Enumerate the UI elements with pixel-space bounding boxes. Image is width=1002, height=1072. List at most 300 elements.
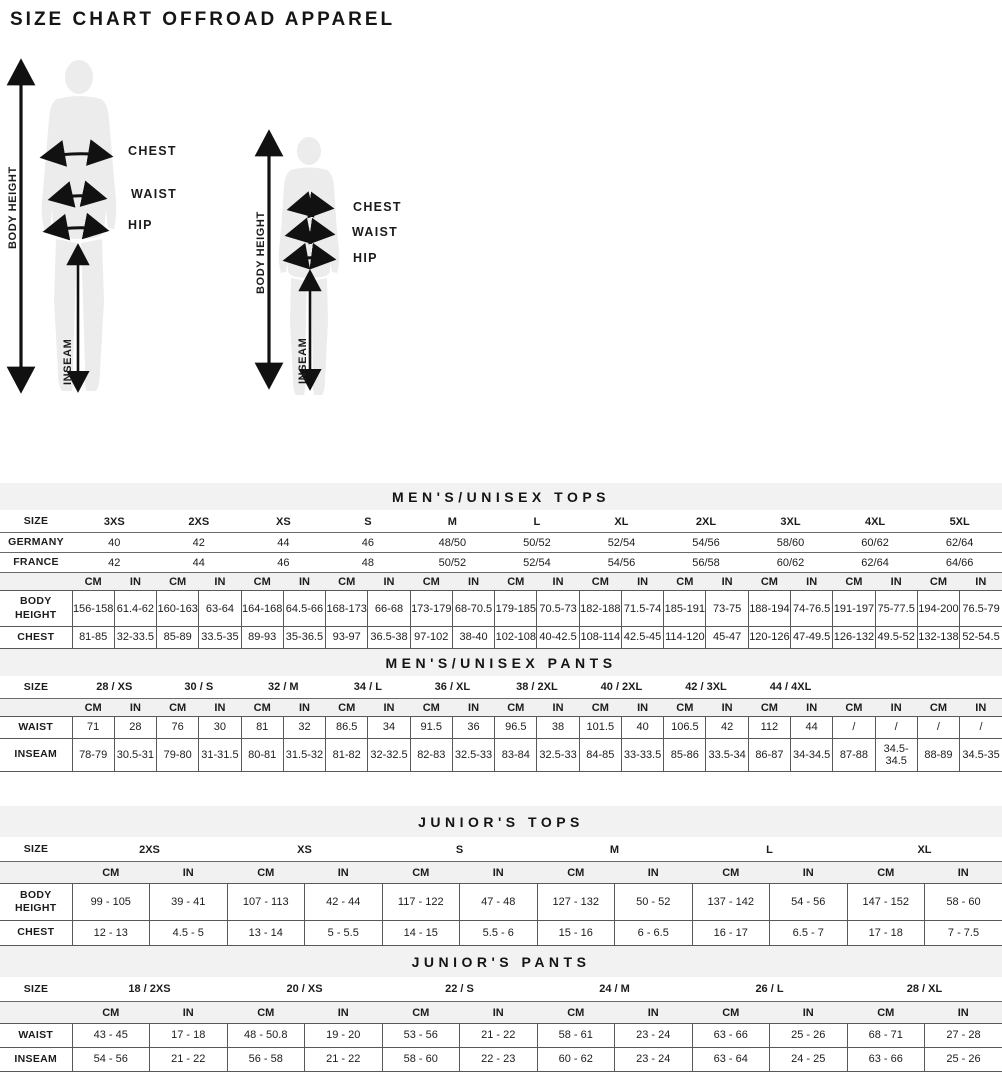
table-cell: 21 - 22 — [150, 1047, 228, 1071]
table-cell: 60/62 — [833, 533, 918, 553]
row-label-cell: GERMANY — [0, 533, 72, 553]
adult-chest-label: CHEST — [128, 144, 177, 158]
table-cell: 38-40 — [452, 626, 494, 648]
table-cell: M — [410, 510, 495, 533]
table-cell: 62/64 — [917, 533, 1002, 553]
table-cell: 24 - 25 — [770, 1047, 848, 1071]
table-cell: CM — [917, 698, 959, 716]
table-cell: CM — [748, 698, 790, 716]
table-cell: 32 / M — [241, 676, 326, 699]
table-cell: IN — [791, 573, 833, 591]
table-cell — [833, 676, 918, 699]
table-cell: 71 — [72, 716, 114, 738]
table-cell: 44 — [241, 533, 326, 553]
table-cell: 42 — [706, 716, 748, 738]
table-cell: 4XL — [833, 510, 918, 533]
table-cell: 63-64 — [199, 591, 241, 626]
table-cell: 36 / XL — [410, 676, 495, 699]
table-cell: 32-32.5 — [368, 739, 410, 772]
table-cell: 5XL — [917, 510, 1002, 533]
table-cell: 31.5-32 — [283, 739, 325, 772]
table-cell: 61.4-62 — [114, 591, 156, 626]
table-cell: IN — [283, 698, 325, 716]
table-cell: 42 - 44 — [305, 884, 383, 921]
table-cell: 36.5-38 — [368, 626, 410, 648]
table-cell: CM — [72, 1001, 150, 1023]
table-cell — [917, 676, 1002, 699]
table-cell: 76.5-79 — [960, 591, 1002, 626]
table-cell: CM — [241, 573, 283, 591]
table-cell: IN — [114, 698, 156, 716]
table-cell: 127 - 132 — [537, 884, 615, 921]
table-cell: 34.5-35 — [960, 739, 1002, 772]
table-cell: 108-114 — [579, 626, 621, 648]
table-cell: 2XS — [157, 510, 242, 533]
unit-row — [0, 1001, 1002, 1023]
table-cell: 63 - 66 — [692, 1023, 770, 1047]
table-cell: IN — [460, 1001, 538, 1023]
table-cell: 78-79 — [72, 739, 114, 772]
table-cell: 71.5-74 — [621, 591, 663, 626]
table-cell: 182-188 — [579, 591, 621, 626]
table-cell: 39 - 41 — [150, 884, 228, 921]
table-cell: 97-102 — [410, 626, 452, 648]
adult-body-height-label: BODY HEIGHT — [7, 166, 19, 249]
table-cell: 60 - 62 — [537, 1047, 615, 1071]
table-cell: 47 - 48 — [460, 884, 538, 921]
row-label-cell: WAIST — [0, 716, 72, 738]
row-label-cell: FRANCE — [0, 553, 72, 573]
table-cell: 89-93 — [241, 626, 283, 648]
table-cell: 50/52 — [410, 553, 495, 573]
table-cell: 137 - 142 — [692, 884, 770, 921]
table-cell: 26 / L — [692, 977, 847, 1002]
data-row — [0, 1047, 1002, 1071]
table-cell: 16 - 17 — [692, 921, 770, 945]
size-row — [0, 676, 1002, 699]
table-cell: 7 - 7.5 — [925, 921, 1002, 945]
table-title-juniors-tops: JUNIOR'S TOPS — [0, 806, 1002, 837]
juniors-tops-table — [0, 837, 1002, 946]
table-cell: 191-197 — [833, 591, 875, 626]
table-cell: 18 / 2XS — [72, 977, 227, 1002]
table-cell: CM — [664, 698, 706, 716]
table-cell: 81 — [241, 716, 283, 738]
table-cell: 27 - 28 — [925, 1023, 1002, 1047]
table-cell: 88-89 — [917, 739, 959, 772]
table-cell: S — [382, 837, 537, 862]
row-label-cell: SIZE — [0, 977, 72, 1002]
table-cell: IN — [615, 862, 693, 884]
table-cell: 13 - 14 — [227, 921, 305, 945]
table-cell: 93-97 — [326, 626, 368, 648]
table-cell: 52/54 — [495, 553, 580, 573]
table-cell: 80-81 — [241, 739, 283, 772]
row-label-cell: INSEAM — [0, 739, 72, 772]
table-cell: 32.5-33 — [537, 739, 579, 772]
table-cell: CM — [326, 573, 368, 591]
table-cell: 120-126 — [748, 626, 790, 648]
row-label-cell — [0, 862, 72, 884]
section-gap — [0, 772, 1002, 806]
table-cell: IN — [875, 573, 917, 591]
unit-row — [0, 573, 1002, 591]
table-cell: 64.5-66 — [283, 591, 325, 626]
table-cell: 58 - 61 — [537, 1023, 615, 1047]
table-cell: 42 — [157, 533, 242, 553]
size-row — [0, 977, 1002, 1002]
table-cell: 21 - 22 — [460, 1023, 538, 1047]
table-cell: 63 - 66 — [847, 1047, 925, 1071]
row-label-cell: BODY HEIGHT — [0, 884, 72, 921]
table-cell: CM — [382, 862, 460, 884]
adult-waist-label: WAIST — [131, 187, 177, 201]
table-title-mens-tops: MEN'S/UNISEX TOPS — [0, 483, 1002, 510]
meta-row — [0, 553, 1002, 573]
table-cell: IN — [706, 573, 748, 591]
junior-chest-label: CHEST — [353, 200, 402, 214]
table-cell: IN — [305, 862, 383, 884]
table-cell: 40 / 2XL — [579, 676, 664, 699]
table-cell: 68-70.5 — [452, 591, 494, 626]
table-cell: 52/54 — [579, 533, 664, 553]
table-cell: 156-158 — [72, 591, 114, 626]
unit-row — [0, 698, 1002, 716]
table-cell: 34 / L — [326, 676, 411, 699]
juniors-tops-section — [0, 806, 1002, 946]
table-cell: XL — [847, 837, 1002, 862]
table-cell: 83-84 — [495, 739, 537, 772]
data-row — [0, 921, 1002, 945]
table-cell: IN — [960, 698, 1002, 716]
page-title: SIZE CHART OFFROAD APPAREL — [0, 0, 1002, 31]
table-cell: 132-138 — [917, 626, 959, 648]
table-cell: 40-42.5 — [537, 626, 579, 648]
table-cell: 58/60 — [748, 533, 833, 553]
row-label-cell: BODY HEIGHT — [0, 591, 72, 626]
table-cell: 86.5 — [326, 716, 368, 738]
table-cell: CM — [833, 698, 875, 716]
size-row — [0, 510, 1002, 533]
table-cell: CM — [410, 573, 452, 591]
table-cell: 12 - 13 — [72, 921, 150, 945]
table-cell: / — [875, 716, 917, 738]
junior-body-height-label: BODY HEIGHT — [255, 211, 267, 294]
table-cell: 20 / XS — [227, 977, 382, 1002]
table-cell: 66-68 — [368, 591, 410, 626]
table-cell: 85-89 — [157, 626, 199, 648]
table-cell: 102-108 — [495, 626, 537, 648]
table-cell: 40 — [621, 716, 663, 738]
table-cell: 28 / XL — [847, 977, 1002, 1002]
table-cell: 147 - 152 — [847, 884, 925, 921]
table-cell: L — [495, 510, 580, 533]
row-label-cell: INSEAM — [0, 1047, 72, 1071]
table-cell: XS — [241, 510, 326, 533]
row-label-cell — [0, 1001, 72, 1023]
table-cell: 87-88 — [833, 739, 875, 772]
table-cell: 58 - 60 — [925, 884, 1002, 921]
table-cell: IN — [621, 573, 663, 591]
table-cell: IN — [452, 698, 494, 716]
table-cell: CM — [847, 1001, 925, 1023]
adult-hip-label: HIP — [128, 218, 153, 232]
table-cell: 173-179 — [410, 591, 452, 626]
table-cell: 82-83 — [410, 739, 452, 772]
table-cell: 76 — [157, 716, 199, 738]
table-cell: 185-191 — [664, 591, 706, 626]
table-title-juniors-pants: JUNIOR'S PANTS — [0, 946, 1002, 977]
table-cell: 75-77.5 — [875, 591, 917, 626]
measurement-diagram — [0, 31, 1002, 483]
table-cell: 22 - 23 — [460, 1047, 538, 1071]
table-cell: 17 - 18 — [847, 921, 925, 945]
table-cell: 74-76.5 — [791, 591, 833, 626]
table-cell: 5 - 5.5 — [305, 921, 383, 945]
row-label-cell: CHEST — [0, 626, 72, 648]
table-cell: 64/66 — [917, 553, 1002, 573]
table-cell: CM — [833, 573, 875, 591]
table-cell: IN — [305, 1001, 383, 1023]
table-cell: 179-185 — [495, 591, 537, 626]
adult-inseam-label: INSEAM — [62, 339, 74, 385]
table-cell: 79-80 — [157, 739, 199, 772]
table-cell: CM — [72, 573, 114, 591]
table-cell: CM — [157, 698, 199, 716]
table-cell: 5.5 - 6 — [460, 921, 538, 945]
table-cell: 34-34.5 — [791, 739, 833, 772]
table-cell: 107 - 113 — [227, 884, 305, 921]
table-cell: 30 — [199, 716, 241, 738]
table-cell: / — [917, 716, 959, 738]
row-label-cell — [0, 698, 72, 716]
table-cell: 48 — [326, 553, 411, 573]
table-cell: 42 — [72, 553, 157, 573]
table-cell: 43 - 45 — [72, 1023, 150, 1047]
table-cell: S — [326, 510, 411, 533]
table-cell: 25 - 26 — [770, 1023, 848, 1047]
table-cell: 40 — [72, 533, 157, 553]
table-cell: 42.5-45 — [621, 626, 663, 648]
table-cell: XL — [579, 510, 664, 533]
table-cell: 38 — [537, 716, 579, 738]
table-cell: IN — [460, 862, 538, 884]
row-label-cell: CHEST — [0, 921, 72, 945]
measurement-diagram-svg — [0, 31, 1002, 483]
table-cell: 44 / 4XL — [748, 676, 833, 699]
table-cell: IN — [150, 1001, 228, 1023]
table-cell: CM — [72, 862, 150, 884]
table-cell: 56/58 — [664, 553, 749, 573]
data-row — [0, 1023, 1002, 1047]
table-cell: IN — [621, 698, 663, 716]
table-cell: / — [960, 716, 1002, 738]
table-cell: 6 - 6.5 — [615, 921, 693, 945]
data-row — [0, 739, 1002, 772]
table-cell: 50 - 52 — [615, 884, 693, 921]
data-row — [0, 626, 1002, 648]
table-cell: 68 - 71 — [847, 1023, 925, 1047]
table-cell: 56 - 58 — [227, 1047, 305, 1071]
table-cell: 42 / 3XL — [664, 676, 749, 699]
table-cell: CM — [917, 573, 959, 591]
table-cell: 22 / S — [382, 977, 537, 1002]
table-cell: 99 - 105 — [72, 884, 150, 921]
table-cell: 91.5 — [410, 716, 452, 738]
table-cell: 32-33.5 — [114, 626, 156, 648]
table-cell: 58 - 60 — [382, 1047, 460, 1071]
table-cell: CM — [382, 1001, 460, 1023]
junior-inseam-label: INSEAM — [297, 338, 309, 384]
table-cell: 4.5 - 5 — [150, 921, 228, 945]
table-cell: 81-82 — [326, 739, 368, 772]
table-cell: 3XL — [748, 510, 833, 533]
table-cell: 54/56 — [579, 553, 664, 573]
data-row — [0, 716, 1002, 738]
table-cell: 49.5-52 — [875, 626, 917, 648]
table-cell: IN — [452, 573, 494, 591]
table-cell: IN — [368, 573, 410, 591]
size-row — [0, 837, 1002, 862]
table-cell: 30.5-31 — [114, 739, 156, 772]
table-cell: 46 — [326, 533, 411, 553]
table-cell: 28 — [114, 716, 156, 738]
table-cell: 33-33.5 — [621, 739, 663, 772]
table-cell: L — [692, 837, 847, 862]
table-cell: 54 - 56 — [770, 884, 848, 921]
table-cell: 86-87 — [748, 739, 790, 772]
table-cell: 2XS — [72, 837, 227, 862]
table-cell: 15 - 16 — [537, 921, 615, 945]
table-cell: 36 — [452, 716, 494, 738]
unit-row — [0, 862, 1002, 884]
table-cell: IN — [150, 862, 228, 884]
table-cell: CM — [241, 698, 283, 716]
table-cell: 52-54.5 — [960, 626, 1002, 648]
row-label-cell — [0, 573, 72, 591]
table-cell: 188-194 — [748, 591, 790, 626]
table-cell: 50/52 — [495, 533, 580, 553]
table-cell: CM — [579, 698, 621, 716]
mens-unisex-tops-section — [0, 483, 1002, 649]
table-cell: 33.5-35 — [199, 626, 241, 648]
table-cell: IN — [283, 573, 325, 591]
table-cell: CM — [537, 1001, 615, 1023]
table-cell: 81-85 — [72, 626, 114, 648]
row-label-cell: SIZE — [0, 676, 72, 699]
table-cell: 24 / M — [537, 977, 692, 1002]
table-cell: 46 — [241, 553, 326, 573]
table-cell: 48/50 — [410, 533, 495, 553]
table-cell: IN — [770, 1001, 848, 1023]
table-cell: 23 - 24 — [615, 1047, 693, 1071]
table-cell: IN — [770, 862, 848, 884]
table-cell: 19 - 20 — [305, 1023, 383, 1047]
table-cell: 31-31.5 — [199, 739, 241, 772]
table-cell: IN — [368, 698, 410, 716]
table-cell: IN — [960, 573, 1002, 591]
table-cell: CM — [692, 862, 770, 884]
row-label-cell: SIZE — [0, 837, 72, 862]
table-cell: 54 - 56 — [72, 1047, 150, 1071]
table-cell: 112 — [748, 716, 790, 738]
table-cell: CM — [579, 573, 621, 591]
table-cell: 101.5 — [579, 716, 621, 738]
table-cell: 21 - 22 — [305, 1047, 383, 1071]
table-cell: 2XL — [664, 510, 749, 533]
table-cell: 28 / XS — [72, 676, 157, 699]
table-cell: 54/56 — [664, 533, 749, 553]
table-cell: 194-200 — [917, 591, 959, 626]
table-cell: 117 - 122 — [382, 884, 460, 921]
table-cell: IN — [791, 698, 833, 716]
table-cell: 32.5-33 — [452, 739, 494, 772]
table-cell: CM — [495, 698, 537, 716]
table-cell: 33.5-34 — [706, 739, 748, 772]
table-cell: IN — [925, 862, 1002, 884]
table-cell: 38 / 2XL — [495, 676, 580, 699]
row-label-cell: SIZE — [0, 510, 72, 533]
table-cell: 3XS — [72, 510, 157, 533]
table-cell: 17 - 18 — [150, 1023, 228, 1047]
table-title-mens-pants: MEN'S/UNISEX PANTS — [0, 649, 1002, 676]
mens-unisex-pants-table — [0, 676, 1002, 772]
table-cell: 60/62 — [748, 553, 833, 573]
table-cell: CM — [692, 1001, 770, 1023]
table-cell: 53 - 56 — [382, 1023, 460, 1047]
table-cell: CM — [157, 573, 199, 591]
table-cell: 126-132 — [833, 626, 875, 648]
table-cell: 34 — [368, 716, 410, 738]
table-cell: IN — [925, 1001, 1002, 1023]
table-cell: 35-36.5 — [283, 626, 325, 648]
junior-hip-label: HIP — [353, 251, 378, 265]
juniors-pants-table — [0, 977, 1002, 1072]
table-cell: CM — [537, 862, 615, 884]
table-cell: CM — [326, 698, 368, 716]
table-cell: 44 — [791, 716, 833, 738]
meta-row — [0, 533, 1002, 553]
table-cell: CM — [664, 573, 706, 591]
table-cell: 106.5 — [664, 716, 706, 738]
table-cell: IN — [537, 573, 579, 591]
table-cell: 62/64 — [833, 553, 918, 573]
mens-unisex-pants-section — [0, 649, 1002, 772]
table-cell: 30 / S — [157, 676, 242, 699]
table-cell: XS — [227, 837, 382, 862]
table-cell: 85-86 — [664, 739, 706, 772]
table-cell: 32 — [283, 716, 325, 738]
table-cell: 45-47 — [706, 626, 748, 648]
table-cell: CM — [847, 862, 925, 884]
table-cell: 6.5 - 7 — [770, 921, 848, 945]
row-label-cell: WAIST — [0, 1023, 72, 1047]
data-row — [0, 591, 1002, 626]
table-cell: 168-173 — [326, 591, 368, 626]
table-cell: IN — [199, 698, 241, 716]
table-cell: IN — [706, 698, 748, 716]
table-cell: 164-168 — [241, 591, 283, 626]
table-cell: 23 - 24 — [615, 1023, 693, 1047]
table-cell: IN — [199, 573, 241, 591]
table-cell: CM — [227, 862, 305, 884]
table-cell: IN — [537, 698, 579, 716]
juniors-pants-section — [0, 946, 1002, 1072]
table-cell: CM — [72, 698, 114, 716]
mens-unisex-tops-table — [0, 510, 1002, 649]
junior-waist-label: WAIST — [352, 225, 398, 239]
table-cell: 63 - 64 — [692, 1047, 770, 1071]
